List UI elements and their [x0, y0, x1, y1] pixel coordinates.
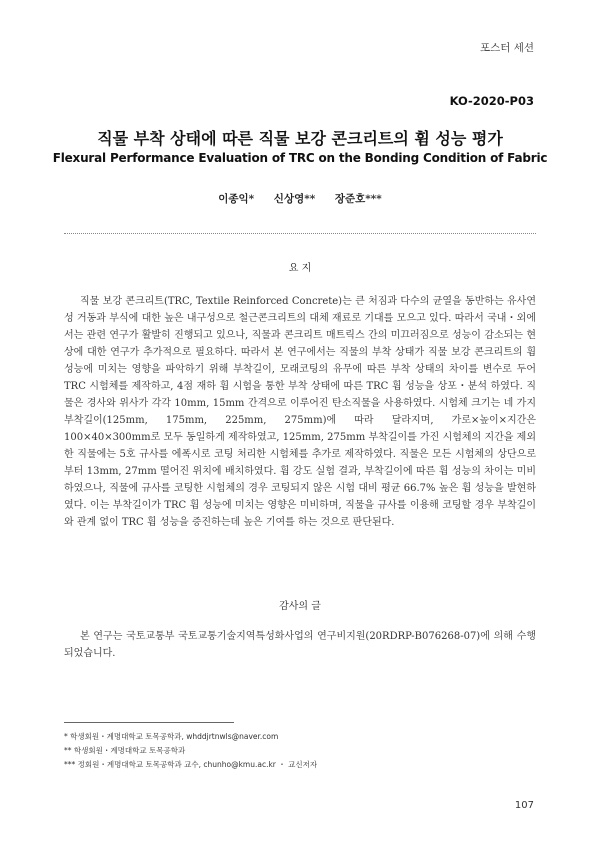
abstract-body: 직물 보강 콘크리트(TRC, Textile Reinforced Concrete)는 큰 처짐과 다수의 균열을 동반하는 유사연성 거동과 부식에 대한 높은 내구성으로 철근콘크리트의 대체 재료로 기대를 모으고 있다. 따라서 국내・외에서는 관련 연구가 활발히 진행되고 있으나, 직물과 콘크리트 매트릭스 간의 미끄러짐으로 성능이 감소되는 현상에 대한 연구가 추가적으로 필요하다. 따라서 본 연구에서는 직물의 부착 상태가 직물 보강 콘크리트의 휨 성능에 미치는 영향을 파악하기 위해 부착길이, 모래코팅의 유무에 따른 부착 상태의 차이를 변수로 두어 TRC 시험체를 제작하고, 4점 재하 휨 시험을 통한 부착 상태에 따른 TRC 휨 성능을 상포・분석 하였다. 직물은 경사와 위사가 각각 10mm, 15mm 간격으로 이루어진 탄소직물을 사용하였다. 시험체 크기는 네 가지 부착길이(125mm, 175mm, 225mm, 275mm)에 따라 달라지며, 가로×높이×지간은 100×40×300mm로 모두 동일하게 제작하였고, 125mm, 275mm 부착길이를 가진 시험체의 지간을 제외한 직물에는 5호 규사를 에폭시로 코팅 처리한 시험체를 추가로 제작하였다. 직물은 모든 시험체의 상단으로부터 13mm, 27mm 떨어진 위치에 배치하였다. 휨 강도 실험 결과, 부착길이에 따른 휨 성능의 차이는 미비하였으나, 직물에 규사를 코팅한 시험체의 경우 코팅되지 않은 시험 대비 평균 66.7% 높은 휨 성능을 발현하였다. 이는 부착길이가 TRC 휨 성능에 미치는 영향은 미비하며, 직물을 규사를 이용해 코팅할 경우 부착길이와 관계 없이 TRC 휨 성능을 증진하는데 높은 기여를 하는 것으로 판단된다. — [64, 296, 536, 528]
section-label: 포스터 세션 — [479, 42, 534, 54]
author-list — [0, 191, 600, 206]
footnote-1: * 학생회원・계명대학교 토목공학과, whddjrtnwls@naver.com — [64, 732, 279, 741]
acknowledgement-heading: 감사의 글 — [279, 601, 321, 612]
footnote-3: *** 정회원・계명대학교 토목공학과 교수, chunho@kmu.ac.kr ・ 교신저자 — [64, 760, 318, 769]
page-number: 107 — [514, 800, 534, 811]
title-korean: 직물 부착 상태에 따른 직물 보강 콘크리트의 휨 성능 평가 — [97, 129, 503, 148]
author-3: 장준호*** — [334, 193, 382, 205]
footnote-rule — [64, 722, 234, 723]
acknowledgement-body: 본 연구는 국토교통부 국토교통기술지역특성화사업의 연구비지원(20RDRP-B076268-07)에 의해 수행되었습니다. — [64, 631, 536, 659]
paper-code: KO-2020-P03 — [449, 94, 534, 108]
footnotes — [64, 730, 536, 772]
section-divider — [64, 233, 536, 234]
author-2: 신상영** — [273, 193, 316, 205]
footnote-2: ** 학생회원・계명대학교 토목공학과 — [64, 746, 186, 755]
author-1: 이종익* — [218, 193, 255, 205]
abstract-heading: 요 지 — [288, 263, 312, 274]
title-english: Flexural Performance Evaluation of TRC on the Bonding Condition of Fabric — [52, 151, 548, 165]
